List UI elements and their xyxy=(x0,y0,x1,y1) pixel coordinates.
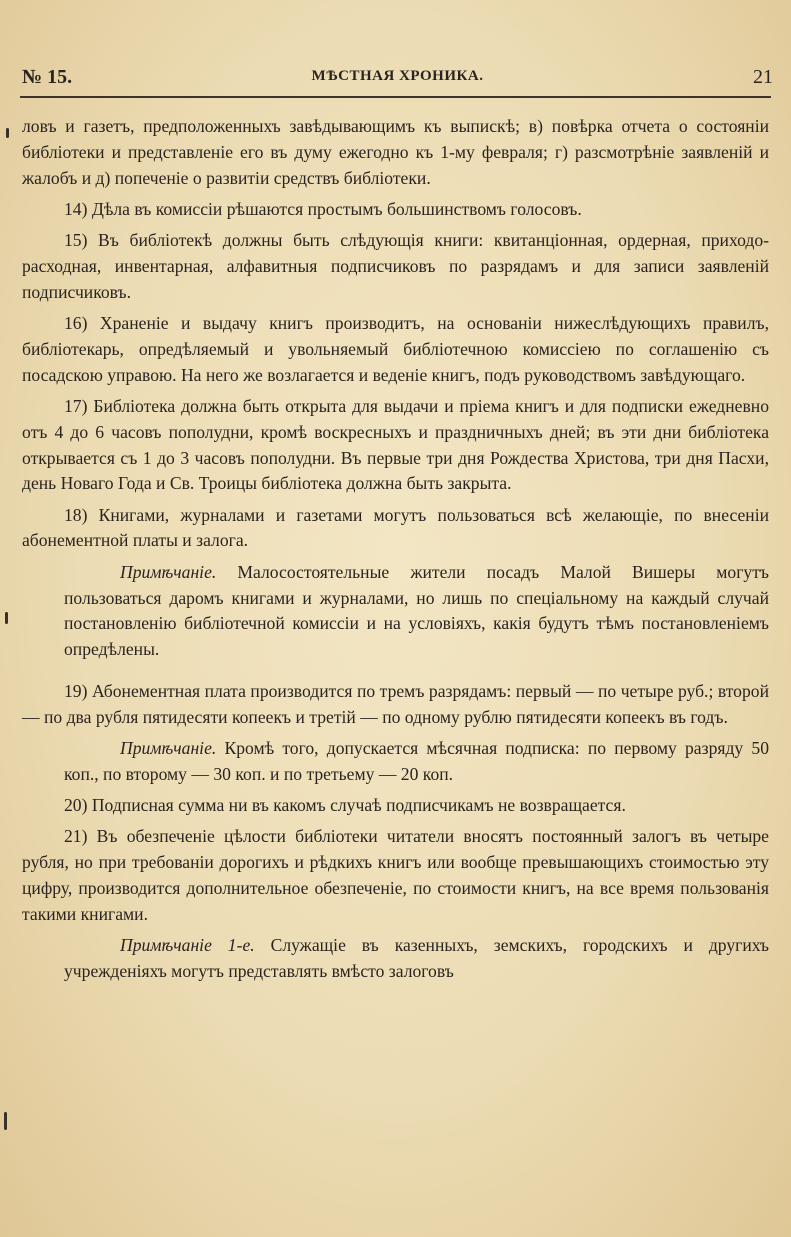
note-label: Примѣчаніе. xyxy=(120,738,217,759)
note-text: Служащіе въ казенныхъ, земскихъ, городскихъ и другихъ учрежденіяхъ могутъ представлять вмѣсто залоговъ xyxy=(64,935,769,981)
note-text: Малосостоятельные жители посадъ Малой Вишеры могутъ пользоваться даромъ книгами и журналами, но лишь по спеціальному на каждый случай постановленію библіотечной комиссіи и на условіяхъ, какія будутъ тѣмъ постановленіемъ опредѣлены. xyxy=(64,561,769,660)
paragraph-15: 15) Въ библіотекѣ должны быть слѣдующія книги: квитанціонная, ордерная, приходо-расходная, инвентарная, алфавитныя подписчиковъ по разрядамъ и для записи заявленій подписчиковъ. xyxy=(22,230,769,302)
section-title: МѢСТНАЯ ХРОНИКА. xyxy=(311,68,484,84)
margin-mark xyxy=(5,612,8,624)
paragraph-21: 21) Въ обезпеченіе цѣлости библіотеки читатели вносятъ постоянный залогъ въ четыре рубля, но при требованіи дорогихъ и рѣдкихъ книгъ или вообще превышающихъ стоимостью эту цифру, производится дополнительное обезпеченіе, по стоимости книгъ, на все время пользованія такими книгами. xyxy=(22,826,769,924)
margin-mark xyxy=(4,1112,7,1130)
issue-number: № 15. xyxy=(22,66,73,88)
note-text: Кромѣ того, допускается мѣсячная подписка: по первому разряду 50 коп., по второму — 30 коп. и по третьему — 20 коп. xyxy=(64,738,769,784)
paragraph-16: 16) Храненіе и выдачу книгъ производитъ, на основаніи нижеслѣдующихъ правилъ, библіотекарь, опредѣляемый и увольняемый библіотечною комиссіею по соглашенію съ посадскою управою. На него же возлагается и веденіе книгъ, подъ руководствомъ завѣдующаго. xyxy=(22,313,769,385)
paragraph-14: 14) Дѣла въ комиссіи рѣшаются простымъ большинствомъ голосовъ. xyxy=(64,198,582,219)
margin-mark xyxy=(6,128,9,138)
page-number: 21 xyxy=(753,66,773,88)
note-label: Примѣчаніе. xyxy=(120,561,217,582)
note-18 xyxy=(64,560,769,663)
paragraph-18: 18) Книгами, журналами и газетами могутъ пользоваться всѣ желающіе, по внесеніи абонементной платы и залога. xyxy=(22,504,769,551)
running-header xyxy=(22,66,773,94)
paragraph-20: 20) Подписная сумма ни въ какомъ случаѣ подписчикамъ не возвращается. xyxy=(64,795,626,816)
note-19 xyxy=(64,736,769,788)
header-rule xyxy=(20,96,771,98)
paragraph-19: 19) Абонементная плата производится по тремъ разрядамъ: первый — по четыре руб.; второй — по два рубля пятидесяти копеекъ и третій — по одному рублю пятидесяти копеекъ въ годъ. xyxy=(22,680,769,727)
paragraph-continuation: ловъ и газетъ, предположенныхъ завѣдывающимъ къ выпискѣ; в) повѣрка отчета о состояніи библіотеки и представленіе его въ думу ежегодно къ 1-му февраля; г) разсмотрѣніе заявленій и жалобъ и д) попеченіе о развитіи средствъ библіотеки. xyxy=(22,116,769,188)
article-body xyxy=(22,114,769,990)
note-label: Примѣчаніе 1-е. xyxy=(120,935,255,956)
paragraph-17: 17) Библіотека должна быть открыта для выдачи и пріема книгъ и для подписки ежедневно отъ 4 до 6 часовъ пополудни, кромѣ воскресныхъ и праздничныхъ дней; въ эти дни библіотека открывается съ 1 до 3 часовъ пополудни. Въ первые три дня Рождества Христова, три дня Пасхи, день Новаго Года и Св. Троицы библіотека должна быть закрыта. xyxy=(22,395,769,494)
note-21 xyxy=(64,933,769,985)
